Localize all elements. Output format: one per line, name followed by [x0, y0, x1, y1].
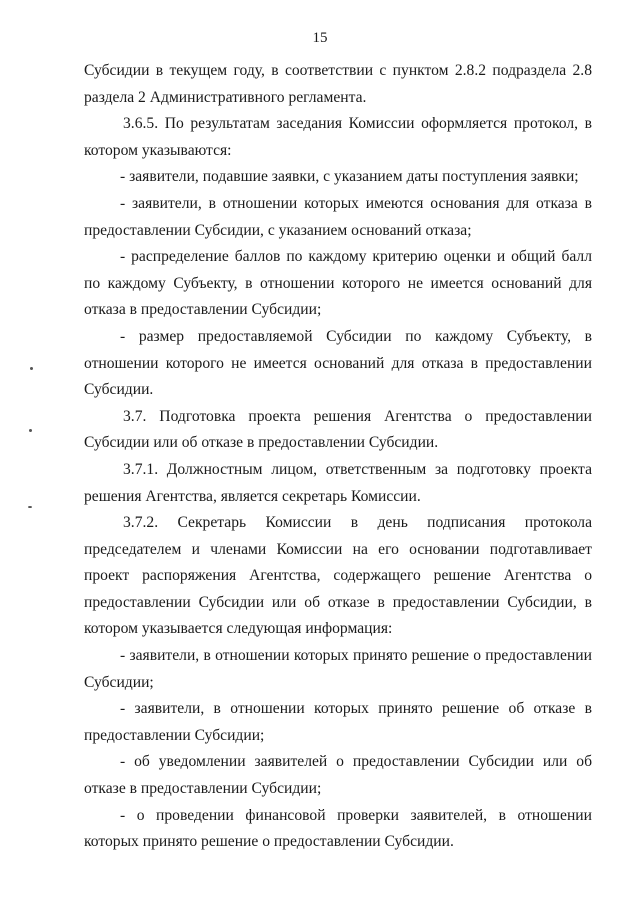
list-item: - заявители, в отношении которых имеются основания для отказа в предоставлении Субсидии, с указанием оснований отказа; [84, 194, 592, 239]
list-item: - заявители, в отношении которых принято решение об отказе в предоставлении Субсидии; [84, 700, 592, 744]
list-item: - заявители, подавшие заявки, с указанием даты поступления заявки; [120, 168, 579, 186]
scan-speck [29, 429, 32, 432]
paragraph-3-7-2: 3.7.2. Секретарь Комиссии в день подписания протокола председателем и членами Комиссии на его основании подготавливает проект распоряжения Агентства, содержащего решение Агентства о предоставлении Субсидии или об отказе в предоставлении Субсидии, в котором указывается следующая информация: [84, 514, 592, 638]
body-text [84, 58, 592, 856]
page-number: 15 [312, 30, 328, 46]
paragraph-continuation: Субсидии в текущем году, в соответствии с пунктом 2.8.2 подраздела 2.8 раздела 2 Административного регламента. [84, 62, 592, 106]
list-item: - об уведомлении заявителей о предоставлении Субсидии или об отказе в предоставлении Субсидии; [84, 753, 592, 798]
list-item: - о проведении финансовой проверки заявителей, в отношении которых принято решение о предоставлении Субсидии. [84, 806, 592, 851]
scan-speck [30, 367, 33, 370]
list-item: - заявители, в отношении которых принято решение о предоставлении Субсидии; [84, 647, 592, 691]
paragraph-3-7: 3.7. Подготовка проекта решения Агентства о предоставлении Субсидии или об отказе в предоставлении Субсидии. [84, 407, 592, 452]
list-item: - размер предоставляемой Субсидии по каждому Субъекту, в отношении которого не имеется оснований для отказа в предоставлении Субсидии. [84, 327, 592, 399]
paragraph-3-7-1: 3.7.1. Должностным лицом, ответственным за подготовку проекта решения Агентства, является секретарь Комиссии. [84, 460, 592, 505]
list-item: - распределение баллов по каждому критерию оценки и общий балл по каждому Субъекту, в отношении которого не имеется оснований для отказа в предоставлении Субсидии; [84, 248, 592, 319]
scan-speck [28, 506, 32, 508]
paragraph-3-6-5: 3.6.5. По результатам заседания Комиссии оформляется протокол, в котором указываются: [84, 115, 592, 159]
